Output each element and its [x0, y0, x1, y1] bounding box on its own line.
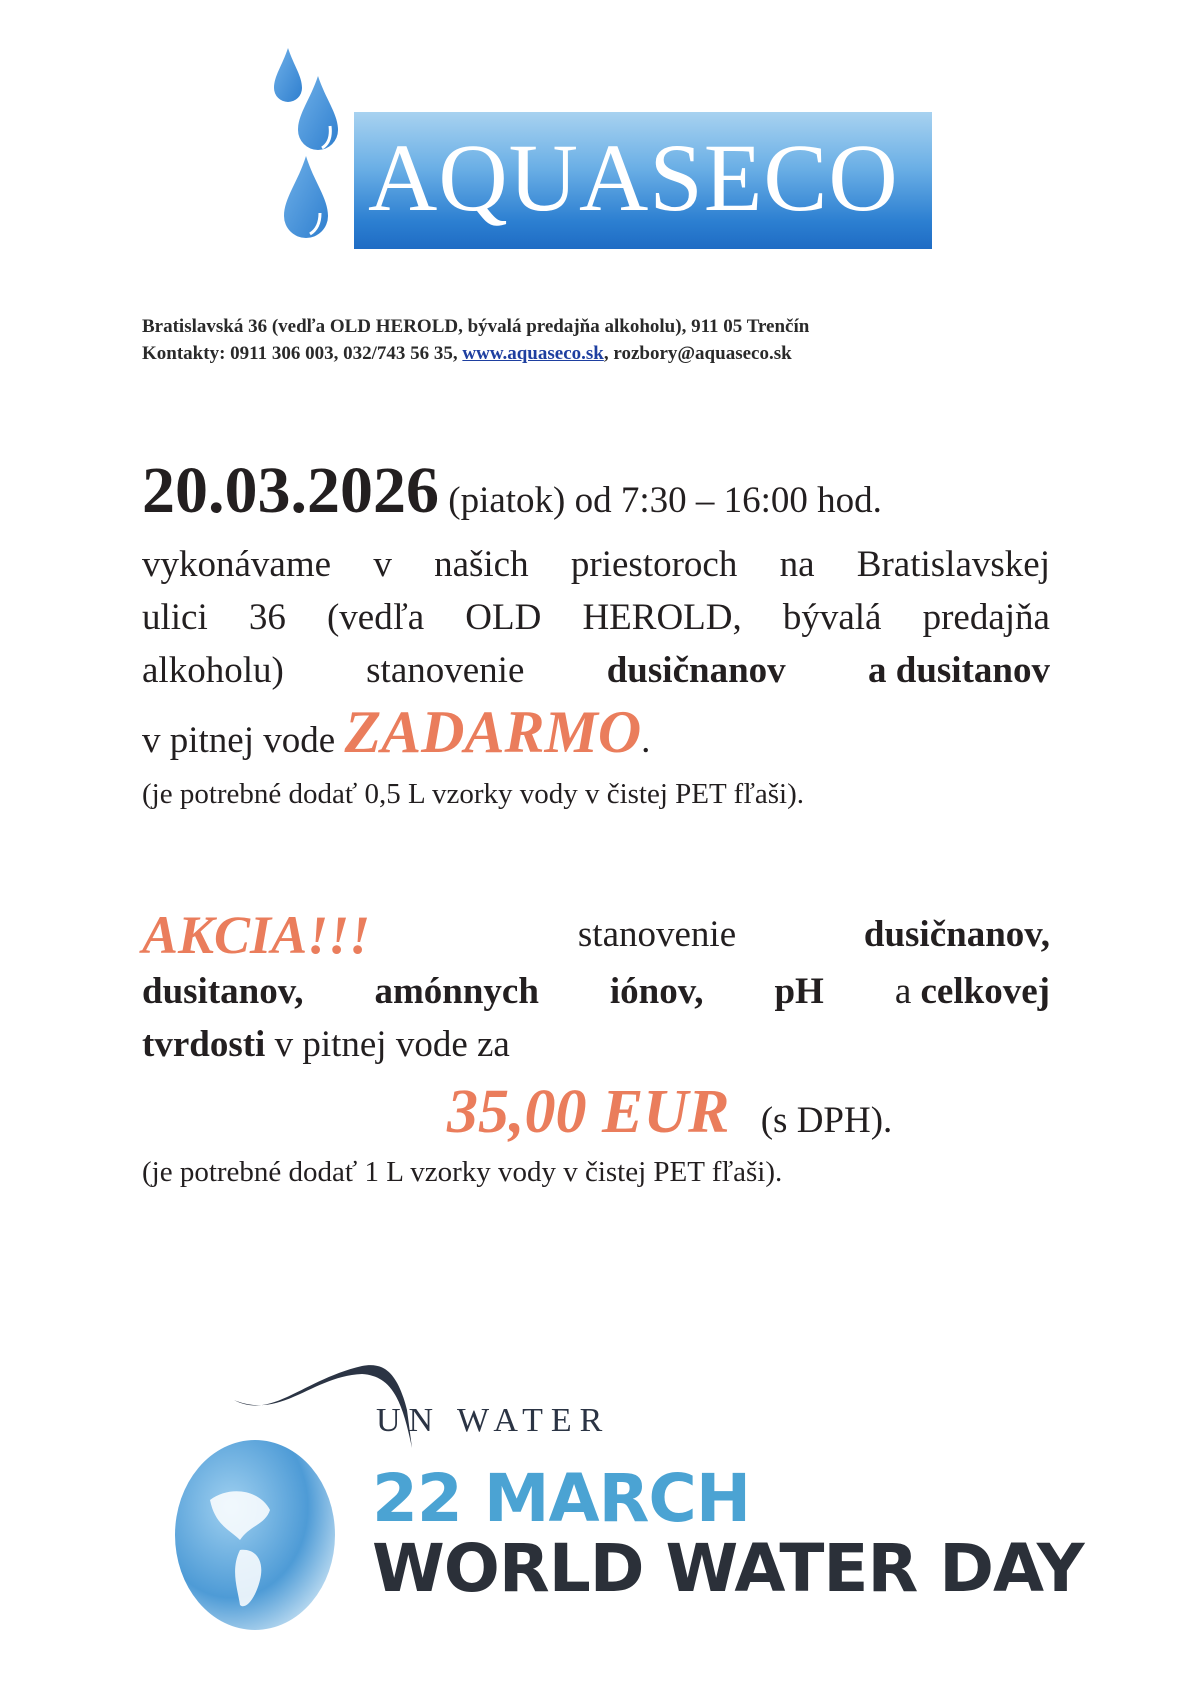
- promo-line-3: [142, 1018, 1050, 1071]
- word: iónov,: [609, 971, 704, 1012]
- event-time: (piatok) od 7:30 – 16:00 hod.: [439, 480, 882, 521]
- brand-name: AQUASECO: [368, 124, 899, 231]
- body-line-4: [142, 644, 1050, 697]
- date-line: [142, 454, 1050, 534]
- word: v pitnej vode za: [265, 1024, 510, 1065]
- promo-line-2: [142, 965, 1050, 1018]
- word: alkoholu): [142, 650, 284, 691]
- wwd-title: WORLD WATER DAY: [372, 1530, 1084, 1607]
- water-drops-icon: [272, 48, 342, 248]
- word: a: [894, 971, 921, 1012]
- word: predajňa: [922, 597, 1050, 638]
- body-line-5: [142, 697, 1050, 776]
- word: v pitnej vode: [142, 720, 345, 761]
- word: stanovenie: [577, 914, 737, 955]
- un-water-label: UN WATER: [376, 1402, 611, 1439]
- wwd-date: 22 MARCH: [372, 1460, 751, 1537]
- word: našich: [434, 544, 529, 585]
- event-date: 20.03.2026: [142, 454, 439, 527]
- free-badge: ZADARMO: [344, 699, 642, 765]
- word: dusitanov,: [142, 971, 304, 1012]
- word: priestoroch: [570, 544, 738, 585]
- word: HEROLD,: [582, 597, 742, 638]
- word: vykonávame: [142, 544, 332, 585]
- nitrites-label: a dusitanov: [868, 650, 1050, 691]
- price-line: [142, 1079, 1050, 1154]
- period: .: [641, 720, 651, 761]
- vat-note: (s DPH).: [760, 1100, 893, 1141]
- body-line-2: [142, 538, 1050, 591]
- hardness-label: celkovej: [920, 971, 1050, 1012]
- globe-icon: [170, 1430, 340, 1630]
- word: (vedľa: [326, 597, 425, 638]
- body-line-3: [142, 591, 1050, 644]
- word: [895, 965, 1050, 1018]
- event-announcement: [142, 454, 1050, 812]
- contact-block: [142, 313, 1042, 367]
- price: 35,00 EUR: [447, 1078, 730, 1146]
- promo-line-1: [142, 905, 1050, 965]
- nitrates-label: dusičnanov,: [863, 914, 1050, 955]
- promo-block: [142, 905, 1050, 1190]
- word: OLD: [465, 597, 542, 638]
- word: v: [373, 544, 392, 585]
- nitrates-label: dusičnanov: [606, 650, 786, 691]
- word: stanovenie: [366, 650, 525, 691]
- promo-heading: AKCIA!!!: [142, 905, 371, 965]
- word: amónnych: [374, 971, 539, 1012]
- word: pH: [774, 971, 824, 1012]
- word: Bratislavskej: [856, 544, 1050, 585]
- word: 36: [248, 597, 286, 638]
- sample-note: (je potrebné dodať 0,5 L vzorky vody v čistej PET fľaši).: [142, 778, 805, 810]
- separator: ,: [603, 343, 614, 364]
- email-address[interactable]: rozbory@aquaseco.sk: [613, 343, 792, 364]
- aquaseco-logo: [272, 48, 932, 248]
- sample-note: (je potrebné dodať 1 L vzorky vody v čistej PET fľaši).: [142, 1156, 783, 1188]
- contacts-line: [142, 340, 1042, 367]
- word: ulici: [142, 597, 208, 638]
- world-water-day-logo: [150, 1360, 1084, 1620]
- word: bývalá: [782, 597, 882, 638]
- word: na: [779, 544, 815, 585]
- hardness-label: tvrdosti: [142, 1024, 266, 1065]
- phone-numbers: Kontakty: 0911 306 003, 032/743 56 35,: [142, 343, 463, 364]
- website-link[interactable]: www.aquaseco.sk: [462, 343, 604, 364]
- address-line: Bratislavská 36 (vedľa OLD HEROLD, bývalá predajňa alkoholu), 911 05 Trenčín: [142, 316, 810, 337]
